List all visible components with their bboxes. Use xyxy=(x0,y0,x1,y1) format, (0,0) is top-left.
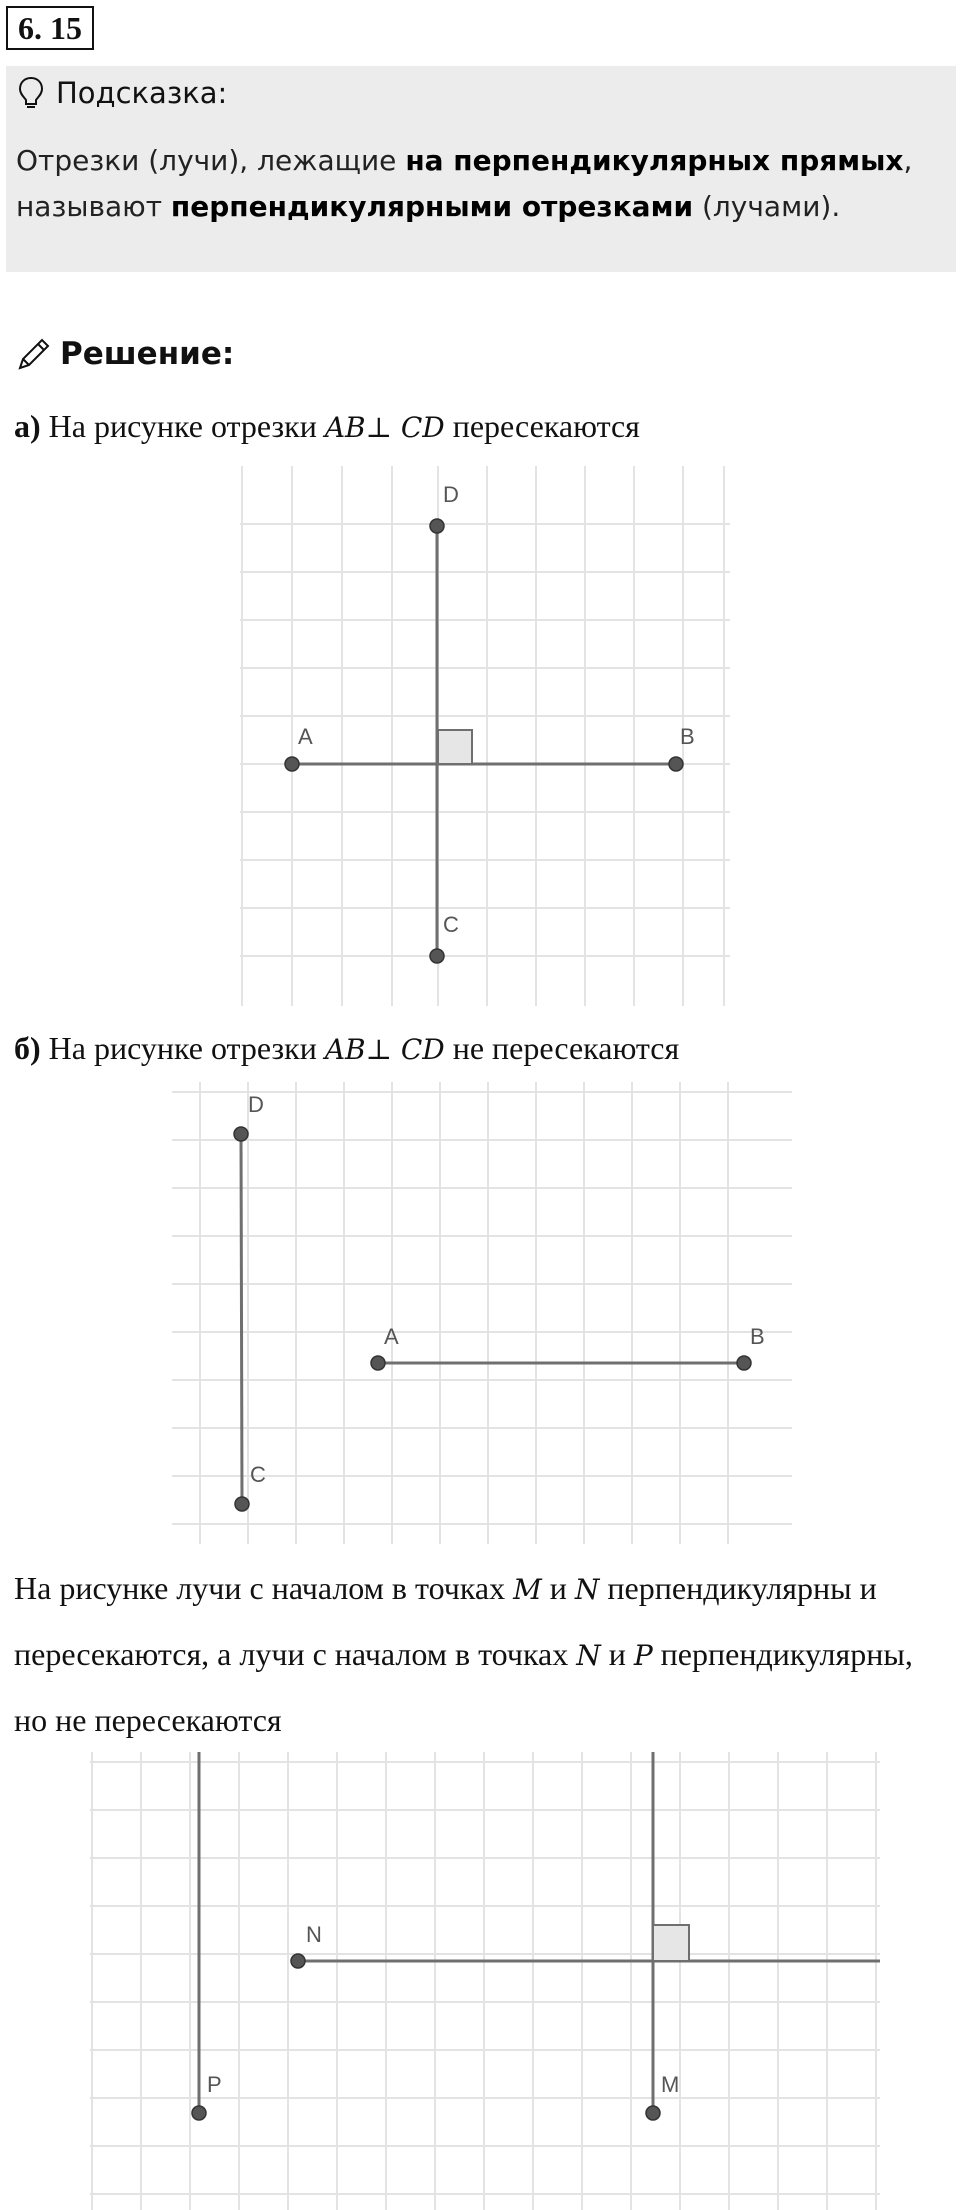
rays-text: и xyxy=(541,1570,575,1606)
label-a: A xyxy=(384,1324,399,1349)
figure-c xyxy=(90,1752,880,2210)
part-a-text2: пересекаются xyxy=(444,408,640,444)
label-c: C xyxy=(250,1462,266,1487)
segment-cd xyxy=(241,1134,242,1504)
part-b-math: AB⊥ CD xyxy=(324,1033,445,1066)
figure-a xyxy=(240,466,730,1006)
label-d: D xyxy=(443,482,459,507)
part-a-label: а) xyxy=(14,408,41,444)
point-b xyxy=(669,757,683,771)
point-b xyxy=(737,1356,751,1370)
part-b-text1: На рисунке отрезки xyxy=(48,1030,325,1066)
figure-b xyxy=(172,1082,792,1544)
part-b-text xyxy=(14,1030,679,1067)
label-p: P xyxy=(207,2072,222,2097)
right-angle-mark xyxy=(438,730,472,764)
rays-text: перпендикулярны, но не пересекаются xyxy=(14,1636,913,1738)
solution-title-text: Решение: xyxy=(60,336,235,372)
point-d xyxy=(234,1127,248,1141)
point-a xyxy=(371,1356,385,1370)
rays-var-p: P xyxy=(633,1639,653,1672)
pencil-icon xyxy=(16,336,52,372)
rays-var-n: N xyxy=(574,1573,600,1606)
hint-text-part: Отрезки (лучи), лежащие xyxy=(16,144,406,177)
right-angle-mark xyxy=(653,1925,689,1961)
hint-title xyxy=(18,76,227,110)
label-b: B xyxy=(750,1324,765,1349)
label-b: B xyxy=(680,724,695,749)
problem-number: 6. 15 xyxy=(6,6,94,50)
grid xyxy=(240,466,730,1006)
rays-paragraph xyxy=(14,1556,944,1752)
label-n: N xyxy=(306,1922,322,1947)
lightbulb-icon xyxy=(18,76,44,110)
hint-text-part: , называют xyxy=(16,144,913,223)
point-c xyxy=(430,949,444,963)
solution-title xyxy=(16,336,234,372)
rays-var-n: N xyxy=(576,1639,601,1672)
part-a-text1: На рисунке отрезки xyxy=(48,408,325,444)
rays-text: На рисунке лучи с началом в точках xyxy=(14,1570,514,1606)
rays-text: перпендикулярны и пересекаются, а лучи с началом в точках xyxy=(14,1570,877,1672)
label-d: D xyxy=(248,1092,264,1117)
label-m: M xyxy=(661,2072,680,2097)
hint-bold-term: на перпендикулярных прямых xyxy=(405,144,904,177)
hint-text-part: (лучами). xyxy=(693,190,841,223)
point-a xyxy=(285,757,299,771)
part-a-math: AB⊥ CD xyxy=(324,411,445,444)
rays-var-m: M xyxy=(513,1573,542,1606)
part-b-label: б) xyxy=(14,1030,41,1066)
point-m xyxy=(646,2106,660,2120)
hint-text xyxy=(16,138,946,230)
point-d xyxy=(430,519,444,533)
rays-text: и xyxy=(600,1636,634,1672)
label-a: A xyxy=(298,724,313,749)
part-b-text2: не пересекаются xyxy=(444,1030,680,1066)
grid xyxy=(90,1752,880,2210)
label-c: C xyxy=(443,912,459,937)
point-p xyxy=(192,2106,206,2120)
hint-bold-term: перпендикулярными отрезками xyxy=(170,190,694,223)
point-c xyxy=(235,1497,249,1511)
part-a-text xyxy=(14,408,640,445)
point-n xyxy=(291,1954,305,1968)
hint-title-text: Подсказка: xyxy=(56,76,228,110)
